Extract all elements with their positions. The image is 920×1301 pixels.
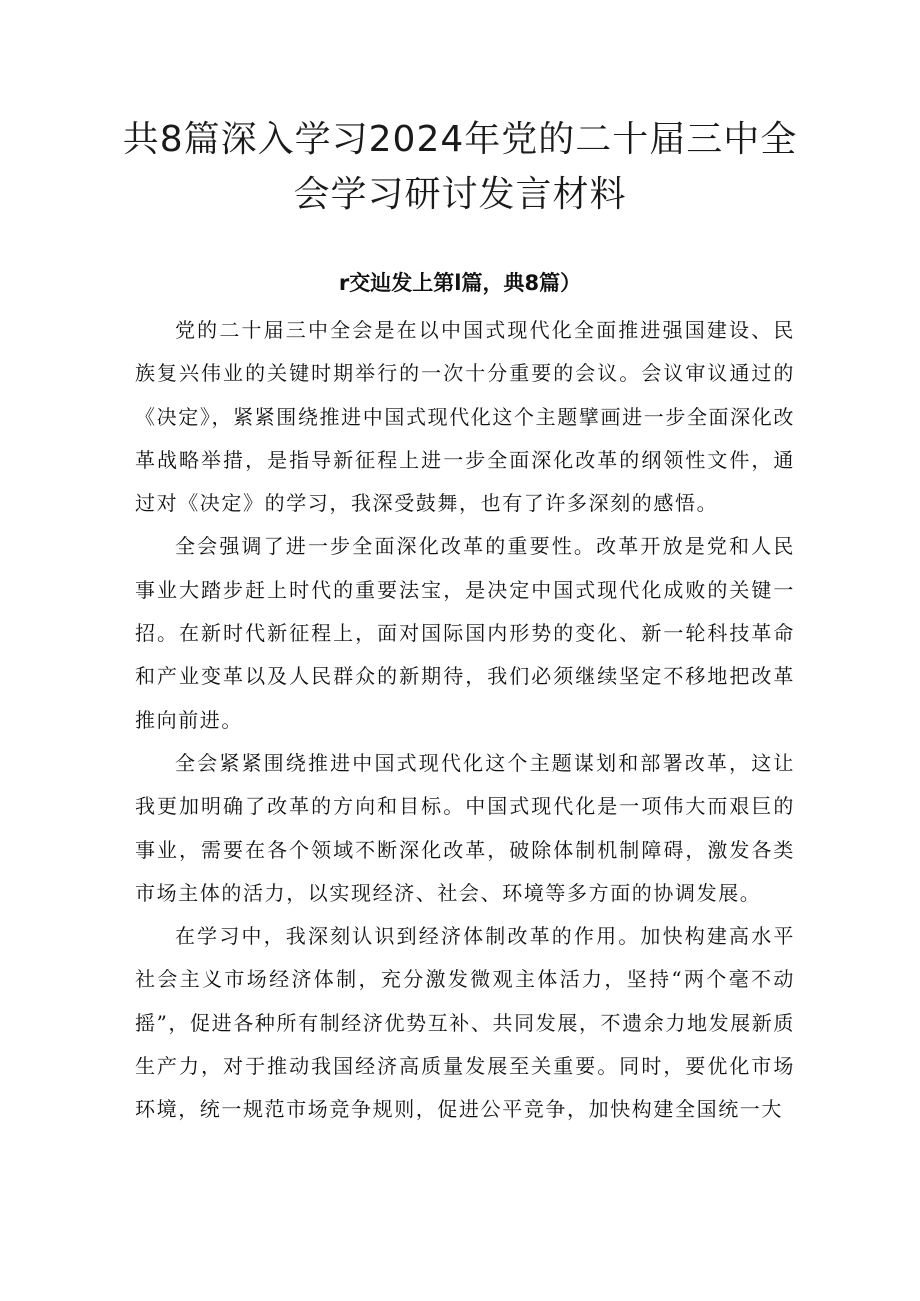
- title-line-2: 会学习研讨发言材料: [293, 174, 627, 215]
- paragraph-4: 在学习中，我深刻认识到经济体制改革的作用。加快构建高水平社会主义市场经济体制，充分激发微观主体活力，坚持“两个毫不动摇”，促进各种所有制经济优势互补、共同发展，不遗余力地发展新质生产力，对于推动我国经济高质量发展至关重要。同时，要优化市场环境，统一规范市场竞争规则，促进公平竞争，加快构建全国统一大: [135, 924, 795, 1122]
- document-title: [110, 112, 810, 222]
- paragraph-3: 全会紧紧围绕推进中国式现代化这个主题谋划和部署改革，这让我更加明确了改革的方向和目标。中国式现代化是一项伟大而艰巨的事业，需要在各个领域不断深化改革，破除体制机制障碍，激发各类市场主体的活力，以实现经济、社会、环境等多方面的协调发展。: [135, 750, 795, 905]
- document-subtitle: r交辿发上第l篇，典8篇）: [338, 271, 582, 295]
- paragraph-1: 党的二十届三中全会是在以中国式现代化全面推进强国建设、民族复兴伟业的关键时期举行的一次十分重要的会议。会议审议通过的《决定》，紧紧围绕推进中国式现代化这个主题擘画进一步全面深化改革战略举措，是指导新征程上进一步全面深化改革的纲领性文件，通过对《决定》的学习，我深受鼓舞，也有了许多深刻的感悟。: [135, 318, 795, 516]
- paragraph-2: 全会强调了进一步全面深化改革的重要性。改革开放是党和人民事业大踏步赶上时代的重要法宝，是决定中国式现代化成败的关键一招。在新时代新征程上，面对国际国内形势的变化、新一轮科技革命和产业变革以及人民群众的新期待，我们必须继续坚定不移地把改革推向前进。: [135, 534, 795, 732]
- document-body: [135, 309, 795, 1132]
- title-line-1: 共8篇深入学习2024年党的二十届三中全: [122, 119, 798, 160]
